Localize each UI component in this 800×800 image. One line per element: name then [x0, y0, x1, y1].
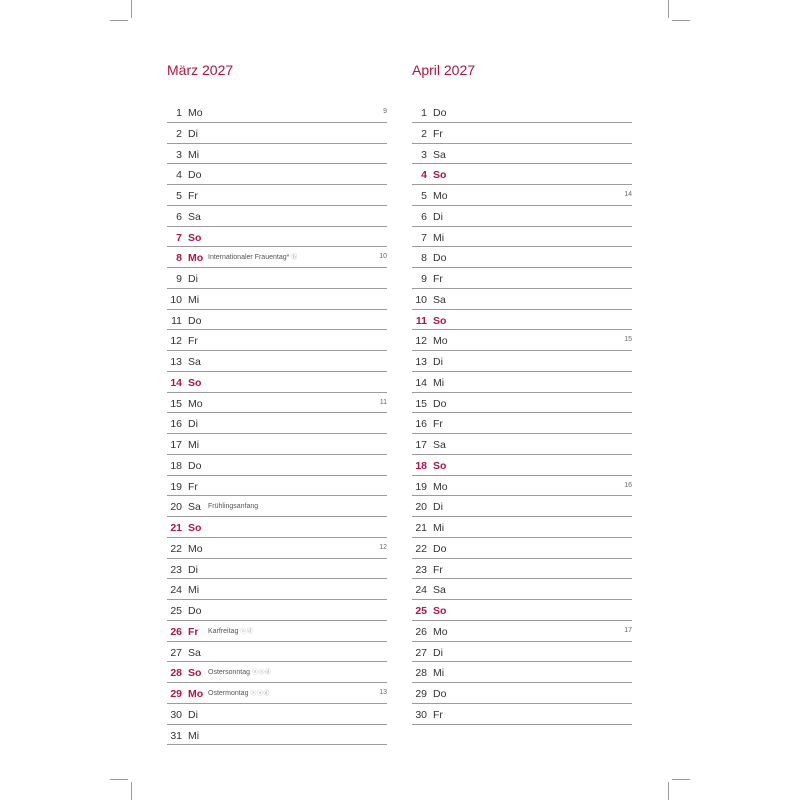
weekday: Mi [188, 293, 200, 306]
week-number: 10 [379, 253, 387, 261]
day-number: 26 [415, 625, 427, 638]
weekday: Mi [188, 439, 200, 451]
weekday: Fr [433, 563, 443, 576]
weekday: Sa [433, 439, 446, 451]
day-row [412, 683, 632, 704]
weekday: Do [433, 107, 447, 119]
day-row [412, 393, 632, 414]
day-row [412, 538, 632, 559]
day-number: 9 [421, 273, 427, 285]
week-number: 12 [379, 543, 387, 551]
day-number: 12 [415, 335, 427, 348]
weekday: Do [188, 314, 202, 327]
day-row [412, 559, 632, 580]
crop-mark [668, 0, 669, 18]
day-row [167, 185, 387, 206]
day-note [208, 690, 270, 698]
day-number: 7 [421, 231, 427, 244]
week-number: 9 [383, 108, 387, 115]
day-row [167, 476, 387, 497]
day-number: 19 [415, 480, 427, 493]
day-row [167, 662, 387, 683]
day-number: 10 [170, 293, 182, 306]
day-number: 30 [170, 708, 182, 721]
day-number: 16 [170, 418, 182, 431]
weekday: Mi [188, 584, 200, 597]
day-number: 20 [170, 501, 182, 514]
day-number: 15 [170, 397, 182, 410]
day-number: 25 [415, 605, 427, 617]
weekday: So [188, 376, 202, 389]
day-row [412, 496, 632, 517]
day-row [412, 164, 632, 185]
day-number: 24 [170, 584, 182, 597]
weekday: Sa [188, 356, 201, 368]
weekday: Sa [188, 501, 201, 514]
weekday: Di [433, 210, 443, 223]
weekday: Mo [433, 190, 448, 202]
weekday: Do [188, 169, 202, 182]
crop-mark [110, 20, 128, 21]
region-symbol-icon: ⓐⓐⓓ [250, 691, 270, 697]
crop-mark [131, 0, 132, 18]
weekday: Di [433, 646, 443, 659]
weekday: Fr [188, 335, 198, 348]
day-row [167, 455, 387, 476]
day-number: 3 [176, 148, 182, 161]
weekday: Sa [433, 148, 446, 161]
weekday: Mo [188, 107, 203, 119]
day-number: 23 [415, 563, 427, 576]
day-row [412, 227, 632, 248]
day-row [167, 393, 387, 414]
region-symbol-icon: ⓐⓐⓓ [251, 670, 272, 677]
weekday: Mi [433, 376, 445, 389]
weekday: Mo [188, 252, 204, 265]
day-number: 26 [170, 625, 182, 638]
day-row [167, 683, 387, 704]
day-row [167, 642, 387, 663]
day-number: 3 [421, 148, 427, 161]
day-note [208, 669, 272, 677]
day-number: 25 [170, 605, 182, 617]
day-row [412, 662, 632, 683]
weekday: Do [433, 397, 447, 410]
day-number: 22 [170, 542, 182, 555]
weekday: Mo [433, 335, 448, 348]
day-row [167, 247, 387, 268]
day-row [412, 330, 632, 351]
weekday: Mi [433, 522, 445, 534]
day-note-text: Karfreitag [208, 627, 239, 635]
day-number: 10 [415, 293, 427, 306]
day-note [208, 503, 258, 511]
day-number: 17 [170, 439, 182, 451]
day-number: 4 [176, 169, 182, 182]
day-row [167, 559, 387, 580]
month-title: April 2027 [412, 62, 476, 78]
day-number: 1 [421, 107, 427, 119]
day-number: 16 [415, 418, 427, 431]
weekday: Mi [188, 729, 200, 742]
crop-mark [672, 779, 690, 780]
weekday: Sa [188, 646, 201, 659]
day-number: 13 [415, 356, 427, 368]
day-number: 15 [415, 397, 427, 410]
day-row [167, 206, 387, 227]
weekday: Di [188, 127, 198, 140]
weekday: Do [433, 542, 447, 555]
weekday: Sa [188, 210, 201, 223]
day-number: 11 [415, 314, 427, 327]
day-row [412, 289, 632, 310]
day-number: 14 [170, 376, 182, 389]
day-row [167, 579, 387, 600]
day-number: 27 [415, 646, 427, 659]
day-number: 5 [176, 190, 182, 202]
weekday: Di [188, 563, 198, 576]
week-number: 14 [624, 191, 632, 198]
day-list [412, 102, 632, 725]
day-note-text: Frühlingsanfang [208, 503, 259, 511]
day-row [412, 579, 632, 600]
day-number: 19 [170, 480, 182, 493]
day-row [167, 351, 387, 372]
day-number: 2 [421, 127, 427, 140]
day-number: 23 [170, 563, 182, 576]
day-row [167, 538, 387, 559]
week-number: 11 [379, 398, 387, 406]
day-row [167, 517, 387, 538]
month-title: März 2027 [167, 62, 234, 78]
weekday: Mi [188, 148, 200, 161]
day-number: 12 [170, 335, 182, 348]
day-number: 6 [176, 210, 182, 223]
weekday: Fr [188, 190, 198, 202]
day-list [167, 102, 387, 745]
weekday: Do [188, 459, 202, 472]
day-number: 11 [171, 314, 182, 327]
day-row [412, 351, 632, 372]
day-number: 30 [415, 708, 427, 721]
crop-mark [672, 20, 690, 21]
weekday: Fr [188, 480, 198, 493]
weekday: So [433, 169, 447, 182]
weekday: So [433, 459, 447, 472]
day-row [167, 372, 387, 393]
day-row [412, 123, 632, 144]
day-number: 29 [415, 688, 427, 700]
weekday: Mi [433, 231, 445, 244]
weekday: Do [433, 252, 447, 265]
day-number: 17 [415, 439, 427, 451]
day-note-text: Ostermontag [208, 690, 249, 697]
day-row [167, 144, 387, 165]
day-number: 13 [170, 356, 182, 368]
week-number: 15 [624, 336, 632, 344]
day-number: 28 [415, 667, 427, 680]
crop-mark [668, 782, 669, 800]
day-row [412, 600, 632, 621]
weekday: Fr [188, 625, 199, 638]
day-row [167, 123, 387, 144]
day-row [412, 704, 632, 725]
day-number: 2 [176, 127, 182, 140]
weekday: So [188, 522, 202, 534]
day-row [167, 227, 387, 248]
weekday: So [433, 314, 447, 327]
day-number: 18 [170, 459, 182, 472]
weekday: Sa [433, 293, 446, 306]
day-number: 31 [170, 729, 182, 742]
weekday: Di [433, 356, 443, 368]
crop-mark [110, 779, 128, 780]
day-row [167, 496, 387, 517]
day-row [412, 247, 632, 268]
day-row [167, 310, 387, 331]
day-row [412, 206, 632, 227]
crop-mark [131, 782, 132, 800]
weekday: Mo [433, 480, 448, 493]
weekday: Do [188, 605, 202, 617]
day-row [412, 144, 632, 165]
day-number: 21 [170, 522, 182, 534]
day-row [167, 600, 387, 621]
weekday: Mo [188, 688, 204, 700]
region-symbol-icon: ⓐⓓ [240, 628, 254, 635]
day-row [167, 268, 387, 289]
day-number: 6 [421, 210, 427, 223]
day-row [412, 517, 632, 538]
week-number: 13 [379, 689, 387, 696]
weekday: So [188, 667, 202, 680]
weekday: Di [188, 418, 198, 431]
day-row [412, 642, 632, 663]
day-row [412, 102, 632, 123]
weekday: Fr [433, 418, 443, 431]
week-number: 17 [624, 626, 632, 634]
day-number: 29 [170, 688, 182, 700]
day-row [167, 102, 387, 123]
day-note-text: Internationaler Frauentag* [208, 254, 290, 262]
weekday: Fr [433, 273, 443, 285]
weekday: Mo [188, 397, 203, 410]
day-number: 5 [421, 190, 427, 202]
weekday: Fr [433, 708, 443, 721]
day-row [167, 164, 387, 185]
day-row [412, 185, 632, 206]
day-number: 21 [415, 522, 427, 534]
day-note-text: Ostersonntag [208, 669, 251, 677]
day-number: 7 [176, 231, 182, 244]
weekday: Di [188, 708, 198, 721]
day-row [167, 621, 387, 642]
day-number: 4 [421, 169, 427, 182]
weekday: Mo [188, 542, 203, 555]
day-row [412, 476, 632, 497]
weekday: Do [433, 688, 447, 700]
day-row [412, 310, 632, 331]
weekday: Fr [433, 127, 443, 140]
day-row [412, 413, 632, 434]
day-number: 28 [170, 667, 182, 680]
day-number: 22 [415, 542, 427, 555]
weekday: So [433, 605, 447, 617]
day-row [412, 268, 632, 289]
day-note [208, 254, 298, 262]
day-row [167, 330, 387, 351]
day-number: 9 [176, 273, 182, 285]
day-row [412, 434, 632, 455]
day-row [412, 372, 632, 393]
week-number: 16 [624, 481, 632, 489]
weekday: Sa [433, 584, 446, 597]
day-row [167, 289, 387, 310]
day-row [412, 455, 632, 476]
day-row [167, 725, 387, 746]
day-number: 18 [415, 459, 427, 472]
day-number: 8 [421, 252, 427, 265]
day-row [412, 621, 632, 642]
day-row [167, 704, 387, 725]
weekday: Di [188, 273, 198, 285]
day-row [167, 413, 387, 434]
day-number: 24 [415, 584, 427, 597]
day-number: 27 [170, 646, 182, 659]
region-symbol-icon: ⓑ [291, 255, 298, 262]
day-number: 20 [415, 501, 427, 514]
weekday: Mi [433, 667, 445, 680]
day-number: 14 [415, 376, 427, 389]
day-number: 8 [176, 252, 182, 265]
weekday: Mo [433, 625, 448, 638]
day-number: 1 [176, 107, 182, 119]
weekday: Di [433, 501, 443, 514]
weekday: So [188, 231, 202, 244]
day-note [208, 628, 253, 636]
day-row [167, 434, 387, 455]
